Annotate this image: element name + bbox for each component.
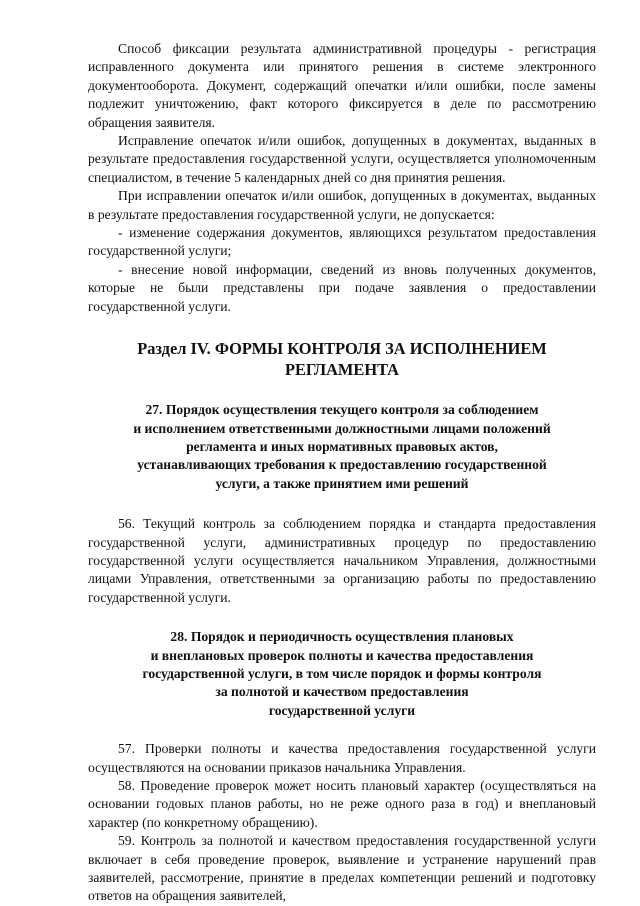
subsection-heading-line: и исполнением ответственными должностными лицами положений (133, 420, 551, 436)
list-item-new-information: - внесение новой информации, сведений из вновь полученных документов, которые не были представлены при подаче заявления о предоставлении государственной услуги. (88, 261, 596, 314)
subsection-heading-line: услуги, а также принятием ими решений (215, 475, 469, 491)
subsection-heading-28 (88, 628, 596, 720)
paragraph-not-allowed: При исправлении опечаток и/или ошибок, допущенных в документах, выданных в результате предоставления государственной услуги, не допускается: (88, 188, 596, 222)
subsection-heading-line: регламента и иных нормативных правовых актов, (186, 438, 498, 454)
paragraph-57: 57. Проверки полноты и качества предоставления государственной услуги осуществляются на основании приказов начальника Управления. (88, 741, 596, 775)
subsection-heading-27 (88, 401, 596, 493)
subsection-heading-line: государственной услуги (268, 702, 416, 718)
list-item-change-content: - изменение содержания документов, являющихся результатом предоставления государственной услуги; (88, 225, 596, 259)
paragraph-59: 59. Контроль за полнотой и качеством предоставления государственной услуги включает в себя проведение проверок, выявление и устранение нарушений прав заявителей, рассмотрение, принятие в пределах компетенции решений и подготовку ответов на обращения заявителей, (88, 833, 596, 904)
subsection-heading-line: устанавливающих требования к предоставлению государственной (137, 457, 547, 473)
subsection-heading-line: 28. Порядок и периодичность осуществления плановых (170, 629, 514, 645)
paragraph-fixation-method: Способ фиксации результата административной процедуры - регистрация исправленного документа или принятого решения в системе электронного документооборота. Документ, содержащий опечатки и/или ошибки, после замены подлежит уничтожению, факт которого фиксируется в деле по рассмотрению обращения заявителя. (88, 41, 596, 130)
paragraph-correction-errors: Исправление опечаток и/или ошибок, допущенных в документах, выданных в результате предоставления государственной услуги, осуществляется уполномоченным специалистом, в течение 5 календарных дней со дня принятия решения. (88, 133, 596, 185)
subsection-heading-line: и внеплановых проверок полноты и качества предоставления (150, 647, 534, 663)
section-heading: Раздел IV. ФОРМЫ КОНТРОЛЯ ЗА ИСПОЛНЕНИЕМ РЕГЛАМЕНТА (137, 339, 547, 380)
subsection-heading-line: государственной услуги, в том числе порядок и формы контроля (142, 665, 542, 681)
paragraph-56: 56. Текущий контроль за соблюдением порядка и стандарта предоставления государственной услуги, административных процедур по предоставлению государственной услуги осуществляется начальником Управления, должностными лицами Управления, ответственными за организацию работы по предоставлению государственной услуги. (88, 516, 596, 605)
document-page (88, 40, 596, 906)
subsection-heading-line: за полнотой и качеством предоставления (215, 684, 469, 700)
subsection-heading-line: 27. Порядок осуществления текущего контроля за соблюдением (145, 402, 539, 418)
paragraph-58: 58. Проведение проверок может носить плановый характер (осуществляться на основании годовых планов работы, но не реже одного раза в год) и внеплановый характер (по конкретному обращению). (88, 778, 596, 830)
